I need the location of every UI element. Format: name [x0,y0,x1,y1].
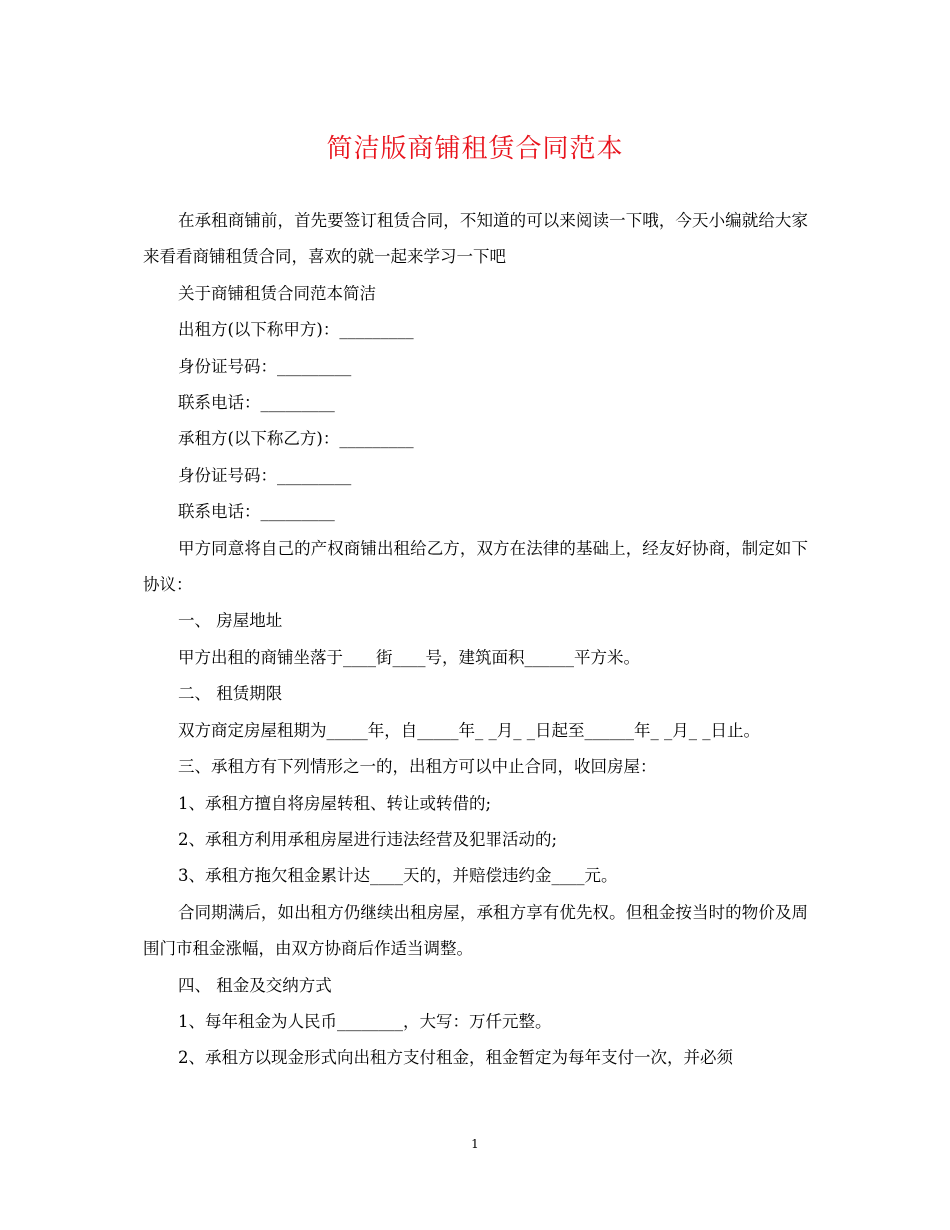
lessor-id-line: 身份证号码：_________ [178,356,352,376]
lessee-line: 承租方(以下称乙方)：_________ [178,429,414,449]
paragraph-intro: 在承租商铺前，首先要签订租赁合同，不知道的可以来阅读一下哦，今天小编就给大家来看看商铺租赁合同，喜欢的就一起来学习一下吧 [143,211,808,267]
rent-item-2: 2、承租方以现金形式向出租方支付租金，租金暂定为每年支付一次，并必须 [178,1048,733,1068]
lessor-phone-line: 联系电话：_________ [178,393,335,413]
paragraph-heading: 关于商铺租赁合同范本简洁 [178,283,376,303]
term-clause: 双方商定房屋租期为_____年，自_____年_ _月_ _日起至______年_ _月_ _日止。 [178,720,760,740]
termination-item-2: 2、承租方利用承租房屋进行违法经营及犯罪活动的; [178,829,558,849]
rent-item-1: 1、每年租金为人民币________，大写：万仟元整。 [178,1011,552,1031]
lessee-phone-line: 联系电话：_________ [178,502,335,522]
termination-item-1: 1、承租方擅自将房屋转租、转让或转借的; [178,793,492,813]
lessor-line: 出租方(以下称甲方)：_________ [178,320,414,340]
section-heading-address: 一、 房屋地址 [178,611,283,631]
termination-clause: 三、承租方有下列情形之一的，出租方可以中止合同，收回房屋： [178,757,657,777]
address-clause: 甲方出租的商铺坐落于____街____号，建筑面积______平方米。 [178,647,640,667]
termination-item-3: 3、承租方拖欠租金累计达____天的，并赔偿违约金____元。 [178,866,618,886]
section-heading-term: 二、 租赁期限 [178,684,283,704]
lessee-id-line: 身份证号码：_________ [178,465,352,485]
agreement-paragraph: 甲方同意将自己的产权商铺出租给乙方，双方在法律的基础上，经友好协商，制定如下协议： [143,538,808,595]
section-heading-rent: 四、 租金及交纳方式 [178,975,332,995]
page-number: 1 [471,1137,479,1151]
document-title: 简洁版商铺租赁合同范本 [326,134,624,164]
renewal-paragraph: 合同期满后，如出租方仍继续出租房屋，承租方享有优先权。但租金按当时的物价及周围门市租金涨幅，由双方协商后作适当调整。 [143,902,808,959]
document-body [143,203,808,1077]
